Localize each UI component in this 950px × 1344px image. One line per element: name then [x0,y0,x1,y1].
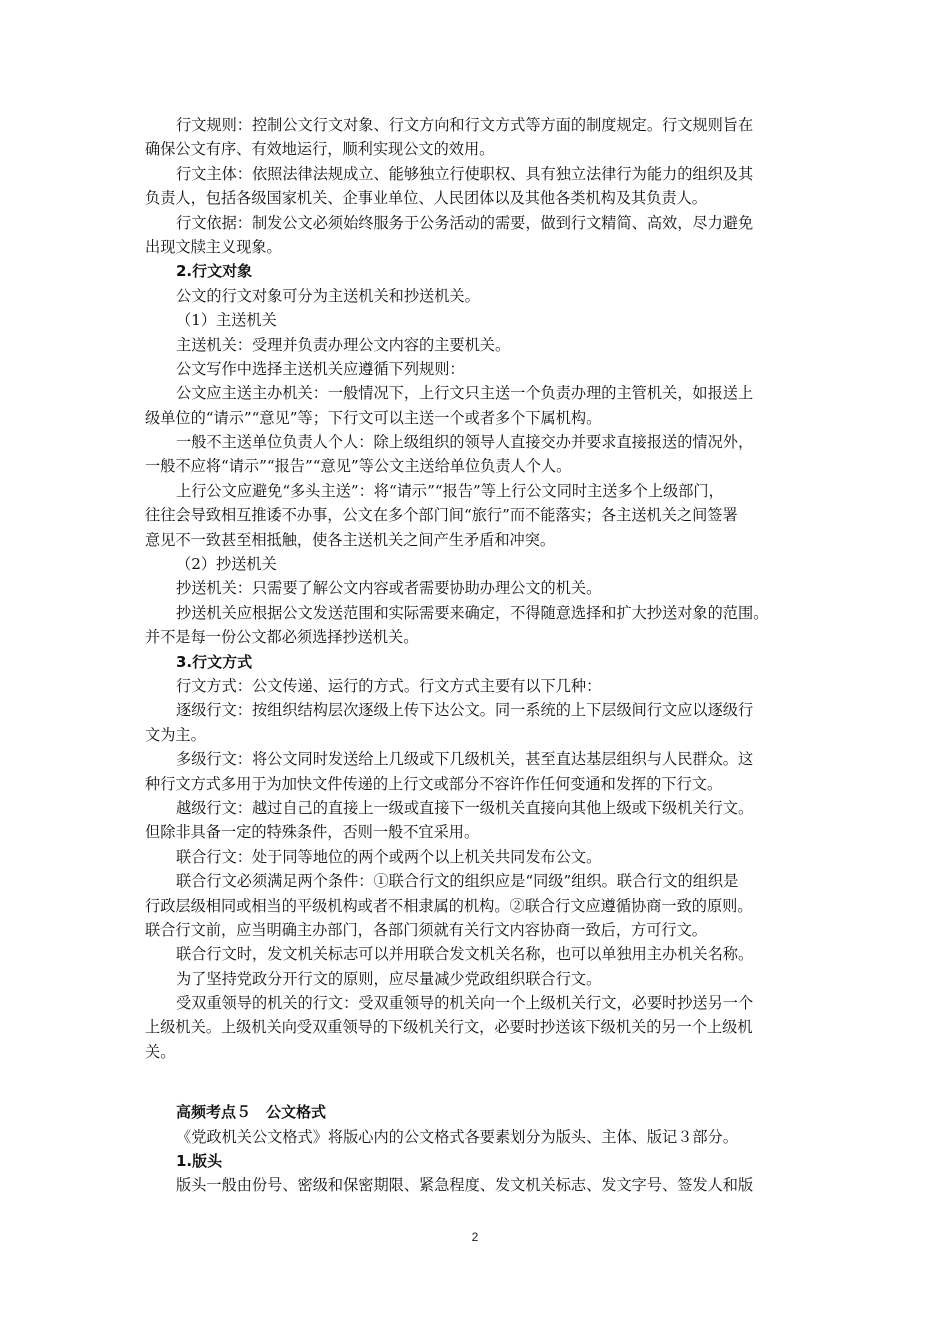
paragraph-text: 行文规则：控制公文行文对象、行文方向和行文方式等方面的制度规定。行文规则旨在 [176,116,754,134]
paragraph-text: 行文方式：公文传递、运行的方式。行文方式主要有以下几种： [176,676,602,695]
subsection-heading: （1）主送机关 [176,311,277,330]
paragraph-text: 种行文方式多用于为加快文件传递的上行文或部分不容许作任何变通和发挥的下行文。 [145,774,723,793]
paragraph-text: 抄送机关：只需要了解公文内容或者需要协助办理公文的机关。 [176,579,602,598]
paragraph-text: 一般不主送单位负责人个人：除上级组织的领导人直接交办并要求直接报送的情况外， [176,433,754,452]
section-heading: 3.行文方式 [176,652,253,671]
paragraph-text: 联合行文：处于同等地位的两个或两个以上机关共同发布公文。 [176,847,602,866]
paragraph-text: 行文依据：制发公文必须始终服务于公务活动的需要，做到行文精简、高效，尽力避免 [176,213,754,232]
paragraph-text: 往往会导致相互推诿不办事，公文在多个部门间“旅行”而不能落实；各主送机关之间签署 [145,506,738,525]
paragraph-text: 版头一般由份号、密级和保密期限、紧急程度、发文机关标志、发文字号、签发人和版 [176,1176,754,1195]
paragraph-text: 受双重领导的机关的行文：受双重领导的机关向一个上级机关行文，必要时抄送另一个 [176,994,754,1013]
paragraph-text: 多级行文：将公文同时发送给上几级或下几级机关，甚至直达基层组织与人民群众。这 [176,750,754,769]
paragraph-text: 联合行文时，发文机关标志可以并用联合发文机关名称，也可以单独用主办机关名称。 [176,945,754,964]
paragraph-text: 抄送机关应根据公文发送范围和实际需要来确定，不得随意选择和扩大抄送对象的范围。 [176,603,769,622]
section-heading: 1.版头 [176,1152,223,1171]
document-body [145,113,815,1198]
paragraph-text: 意见不一致甚至相抵触，使各主送机关之间产生矛盾和冲突。 [145,530,556,549]
paragraph-text: 上行公文应避免“多头主送”：将“请示”“报告”等上行公文同时主送多个上级部门， [176,481,724,500]
paragraph-text: 上级机关。上级机关向受双重领导的下级机关行文，必要时抄送该下级机关的另一个上级机 [145,1018,753,1037]
paragraph-text: 确保公文有序、有效地运行，顺利实现公文的效用。 [145,140,495,159]
paragraph-text: 负责人，包括各级国家机关、企事业单位、人民团体以及其他各类机构及其负责人。 [145,189,707,208]
paragraph-text: 关。 [145,1042,176,1061]
page-number: 2 [471,1230,479,1244]
paragraph-text: 联合行文前，应当明确主办部门，各部门须就有关行文内容协商一致后，方可行文。 [145,920,707,939]
paragraph-text: 行文主体：依照法律法规成立、能够独立行使职权、具有独立法律行为能力的组织及其 [176,164,754,183]
paragraph-text: 公文的行文对象可分为主送机关和抄送机关。 [176,286,480,305]
paragraph-text: 行政层级相同或相当的平级机构或者不相隶属的机构。②联合行文应遵循协商一致的原则。 [145,896,753,915]
paragraph-text: 文为主。 [145,725,206,744]
paragraph-text: 出现文牍主义现象。 [145,237,282,256]
paragraph-text: 为了坚持党政分开行文的原则，应尽量减少党政组织联合行文。 [176,969,602,988]
topic-heading: 高频考点５ 公文格式 [176,1103,327,1122]
section-heading: 2.行文对象 [176,262,253,281]
paragraph-text: 联合行文必须满足两个条件：①联合行文的组织应是“同级”组织。联合行文的组织是 [176,872,739,891]
section-spacer [145,1064,815,1100]
paragraph-text: 《党政机关公文格式》将版心内的公文格式各要素划分为版头、主体、版记３部分。 [176,1127,738,1146]
paragraph-text: 公文写作中选择主送机关应遵循下列规则： [176,359,465,378]
paragraph-text: 越级行文：越过自己的直接上一级或直接下一级机关直接向其他上级或下级机关行文。 [176,798,754,817]
paragraph-text: 主送机关：受理并负责办理公文内容的主要机关。 [176,335,511,354]
paragraph-text: 一般不应将“请示”“报告”“意见”等公文主送给单位负责人个人。 [145,457,572,476]
paragraph-text: 并不是每一份公文都必须选择抄送机关。 [145,628,419,647]
paragraph-text: 公文应主送主办机关：一般情况下，上行文只主送一个负责办理的主管机关，如报送上 [176,384,754,403]
paragraph-text: 但除非具备一定的特殊条件，否则一般不宜采用。 [145,823,480,842]
subsection-heading: （2）抄送机关 [176,555,277,574]
paragraph-text: 级单位的“请示”“意见”等；下行文可以主送一个或者多个下属机构。 [145,408,602,427]
paragraph-text: 逐级行文：按组织结构层次逐级上传下达公文。同一系统的上下层级间行文应以逐级行 [176,701,754,720]
